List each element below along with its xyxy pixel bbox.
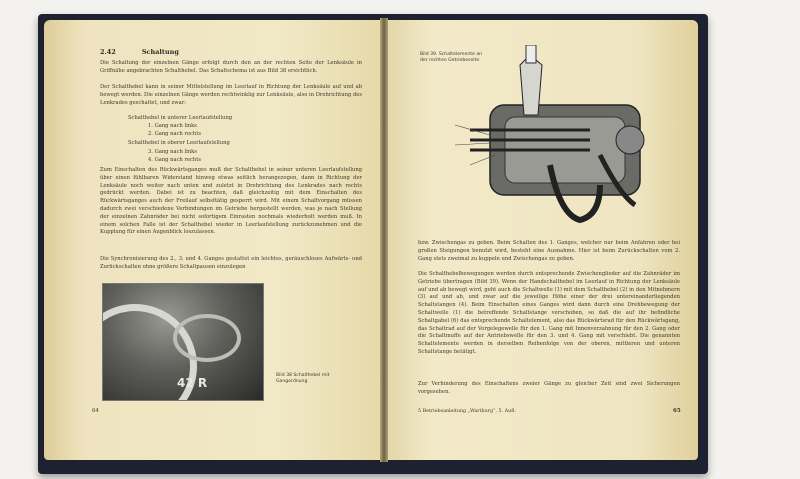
right-para-1: bzw. Zwischengas zu geben. Beim Schalten des 1. Ganges, welcher nur beim Anfahren oder bei großen Steigungen benutzt wird, besteht eine Ausnahme. Hier ist beim Zurückschalten vom 2. Gang stets zweimal zu kuppeln und Zwischengas zu geben. — [418, 240, 680, 262]
gear-2: 2. Gang nach rechts — [148, 131, 202, 137]
section-title: Schaltung — [141, 48, 179, 56]
left-page-number: 64 — [92, 408, 99, 414]
right-page-number: 65 — [673, 408, 681, 414]
gearbox-diagram — [450, 45, 665, 230]
gear-3: 3. Gang nach links — [148, 149, 197, 155]
photo-caption: Bild 38 Schalthebel mit Gangordnung — [276, 373, 330, 385]
left-para-1: Die Schaltung der einzelnen Gänge erfolgt durch den an der rechten Seite der Lenksäule in Griffnähe angebrachten Schalthebel. Das Schaltschema ist aus Bild 38 ersichtlich. — [100, 60, 362, 74]
footer-note: 5 Betriebsanleitung „Wartburg“, 5. Aufl. — [418, 409, 516, 414]
section-number: 2.42 — [100, 48, 116, 56]
upper-label: Schalthebel in oberer Leerlaufstellung — [128, 140, 230, 146]
right-para-3: Zur Verhinderung des Einschaltens zweier Gänge zu gleicher Zeit sind zwei Sicherungen vorgesehen. — [418, 381, 680, 395]
steering-wheel-photo — [102, 283, 264, 401]
section-heading — [100, 48, 179, 56]
gear-1: 1. Gang nach links — [148, 123, 197, 129]
lower-label: Schalthebel in unterer Leerlaufstellung — [128, 115, 233, 121]
left-para-3: Zum Einschalten des Rückwärtsganges muß der Schalthebel in seiner unteren Leerlaufstellung über einen fühlbaren Widerstand hinweg etwas seitlich herangezogen, dann in Richtung der Lenksäule noch weiter nach unten und zuletzt in Drehrichtung des Lenkrades nach rechts gedrückt werden. Dabei ist zu beachten, daß gleichzeitig mit dem Einschalten des Rückwärtsganges auch der Freilauf selbsttätig gesperrt wird. Mit einem Schaltvorgang müssen dadurch zwei verschiedene Verbindungen im Getriebe hergestellt werden, was je nach Stellung der einzelnen Zahnräder bei nicht sofortigem Einrasten nochmals wiederholt werden muß. In einem solchen Falle ist der Schalthebel wieder in Leerlaufstellung zurückzunehmen und die Kupplung für einen Augenblick loszulassen. — [100, 167, 362, 236]
gear-plate: 42 R — [177, 376, 208, 390]
left-para-2: Der Schalthebel kann in seiner Mittelstellung im Leerlauf in Richtung der Lenksäule auf und ab bewegt werden. Die einzelnen Gänge werden rechtwinklig zur Lenksäule, also in Drehrichtung des Lenkrades geschaltet, und zwar: — [100, 84, 362, 106]
right-para-2: Die Schalthebelbewegungen werden durch entsprechende Zwischenglieder auf die Zahnräder im Getriebe übertragen (Bild 39). Wenn der Handschalthebel im Leerlauf in Richtung der Lenksäule auf und ab bewegt wird, geht auch die Schaltwelle (1) mit dem Schalthebel (2) in den Mitnehmern (3) auf und ab, und zwar auf die jeweilige Höhe einer der drei untereinanderliegenden Schaltstangen (4). Beim Einschalten eines Ganges wird dann durch eine Drehbewegung der Schaltwelle (1) die betreffende Schaltstange verschoben, so daß die auf ihr befindliche Schaltgabel (6) das entsprechende Schaltelement, also das Rückwärtsrad für den Rückwärtsgang, das Schaltrad auf der Vorgelegewelle für den 1. Gang mit Innenverzahnung für den 2. Gang oder die Schaltmuffe auf der Antriebswelle für den 3. und 4. Gang mit verschiebt. Die genannten Schaltelemente werden in derselben Reihenfolge von der oberen, mittleren und unteren Schaltstange betätigt. — [418, 271, 680, 355]
figure-caption: Bild 39. Schaltelemente an der rechten Getriebeseite — [420, 52, 483, 64]
gear-4: 4. Gang nach rechts — [148, 157, 202, 163]
dashboard-gauge — [173, 314, 241, 362]
book-gutter — [380, 18, 388, 462]
left-para-4: Die Synchronisierung des 2., 3. und 4. Ganges gestattet ein leichtes, geräuschloses Aufwärts- und Zurückschalten ohne größere Schaltpausen einzulegen — [100, 256, 362, 270]
